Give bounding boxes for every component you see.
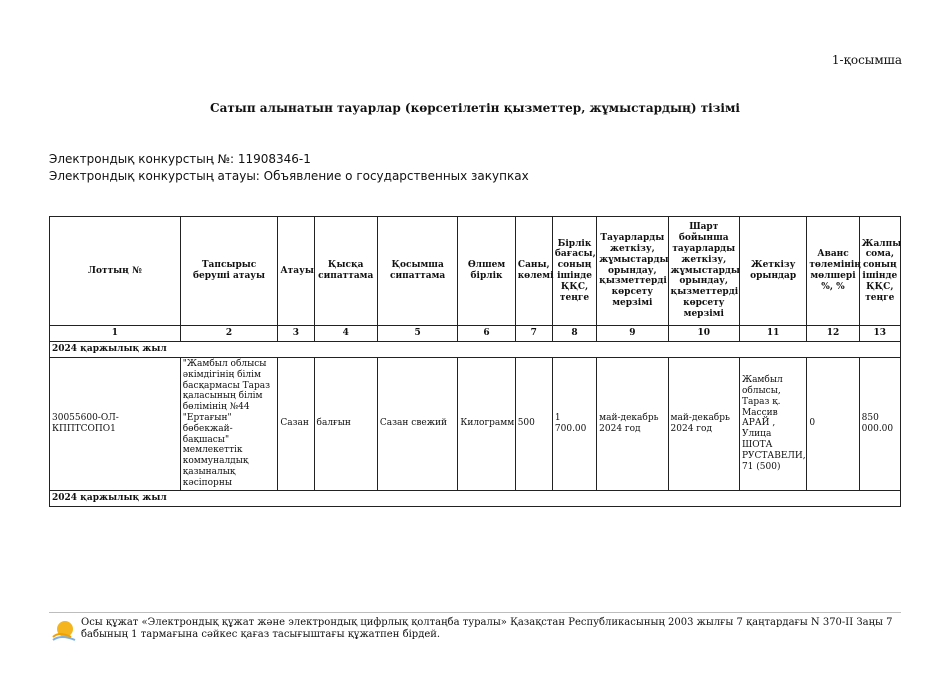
delivery-term-cell: май-декабрь 2024 год: [597, 358, 668, 491]
column-header: Өлшем бірлік: [458, 217, 515, 326]
column-header: Қосымша сипаттама: [377, 217, 457, 326]
column-number: 12: [807, 326, 859, 342]
column-number: 2: [180, 326, 278, 342]
column-header: Бірлік бағасы, соның ішінде ҚҚС, теңге: [552, 217, 596, 326]
column-number: 9: [597, 326, 668, 342]
lot-number-cell: 30055600-ОЛ-КППТСОПО1: [50, 358, 181, 491]
footer-legal-text: Осы құжат «Электрондық құжат және электрондық цифрлық қолтаңба туралы» Қазақстан Республикасының 2003 жылғы 7 қаңтардағы N 370-II Заңы 7 бабының 1 тармағына сәйкес қағаз тасығыштағы құжатпен бірдей.: [81, 617, 893, 640]
column-header: Лоттың №: [50, 217, 181, 326]
delivery-place-cell: Жамбыл облысы, Тараз қ. Массив АРАЙ , Улица ШОТА РУСТАВЕЛИ, 71 (500): [739, 358, 806, 491]
unit-cell: Килограмм: [458, 358, 515, 491]
column-number-row: [50, 326, 901, 342]
short-description-cell: балғын: [314, 358, 377, 491]
advance-percent-cell: 0: [807, 358, 859, 491]
column-header: Жеткізу орындар: [739, 217, 806, 326]
sun-logo-icon: [51, 617, 77, 643]
column-number: 6: [458, 326, 515, 342]
section-row: [50, 342, 901, 358]
section-label: 2024 қаржылық жыл: [50, 342, 901, 358]
section-row: [50, 490, 901, 506]
table-row: [50, 358, 901, 491]
column-number: 1: [50, 326, 181, 342]
lots-table: [49, 216, 901, 507]
column-number: 8: [552, 326, 596, 342]
unit-price-cell: 1 700.00: [552, 358, 596, 491]
footer-divider: [49, 612, 901, 613]
column-number: 3: [278, 326, 314, 342]
name-cell: Сазан: [278, 358, 314, 491]
quantity-cell: 500: [515, 358, 552, 491]
contract-term-cell: май-декабрь 2024 год: [668, 358, 739, 491]
column-header: Аванс төлемінің мөлшері %, %: [807, 217, 859, 326]
column-header: Шарт бойынша тауарларды жеткізу, жұмыстарды орындау, қызметтерді көрсету мерзімі: [668, 217, 739, 326]
column-number: 5: [377, 326, 457, 342]
total-sum-cell: 850 000.00: [859, 358, 900, 491]
annex-label: 1-қосымша: [831, 53, 902, 67]
column-header: Қысқа сипаттама: [314, 217, 377, 326]
column-header: Атауы: [278, 217, 314, 326]
page-title: Сатып алынатын тауарлар (көрсетілетін қызметтер, жұмыстардың) тізімі: [210, 101, 740, 115]
column-header: Саны, көлемі: [515, 217, 552, 326]
section-label: 2024 қаржылық жыл: [50, 490, 901, 506]
contest-number: Электрондық конкурстың №: 11908346-1: [49, 152, 311, 166]
column-number: 13: [859, 326, 900, 342]
table-header-row: [50, 217, 901, 326]
column-header: Тауарларды жеткізу, жұмыстарды орындау, қызметтерді көрсету мерзімі: [597, 217, 668, 326]
customer-cell: "Жамбыл облысы әкімдігінің білім басқармасы Тараз қаласының білім бөлімінің №44 "Ертағын" бөбекжай-бақшасы" мемлекеттік коммуналдық қазыналық кәсіпорны: [180, 358, 278, 491]
column-number: 7: [515, 326, 552, 342]
column-number: 10: [668, 326, 739, 342]
additional-description-cell: Сазан свежий: [377, 358, 457, 491]
column-header: Тапсырыс беруші атауы: [180, 217, 278, 326]
column-header: Жалпы сома, соның ішінде ҚҚС, теңге: [859, 217, 900, 326]
column-number: 11: [739, 326, 806, 342]
column-number: 4: [314, 326, 377, 342]
contest-name: Электрондық конкурстың атауы: Объявление о государственных закупках: [49, 169, 529, 183]
